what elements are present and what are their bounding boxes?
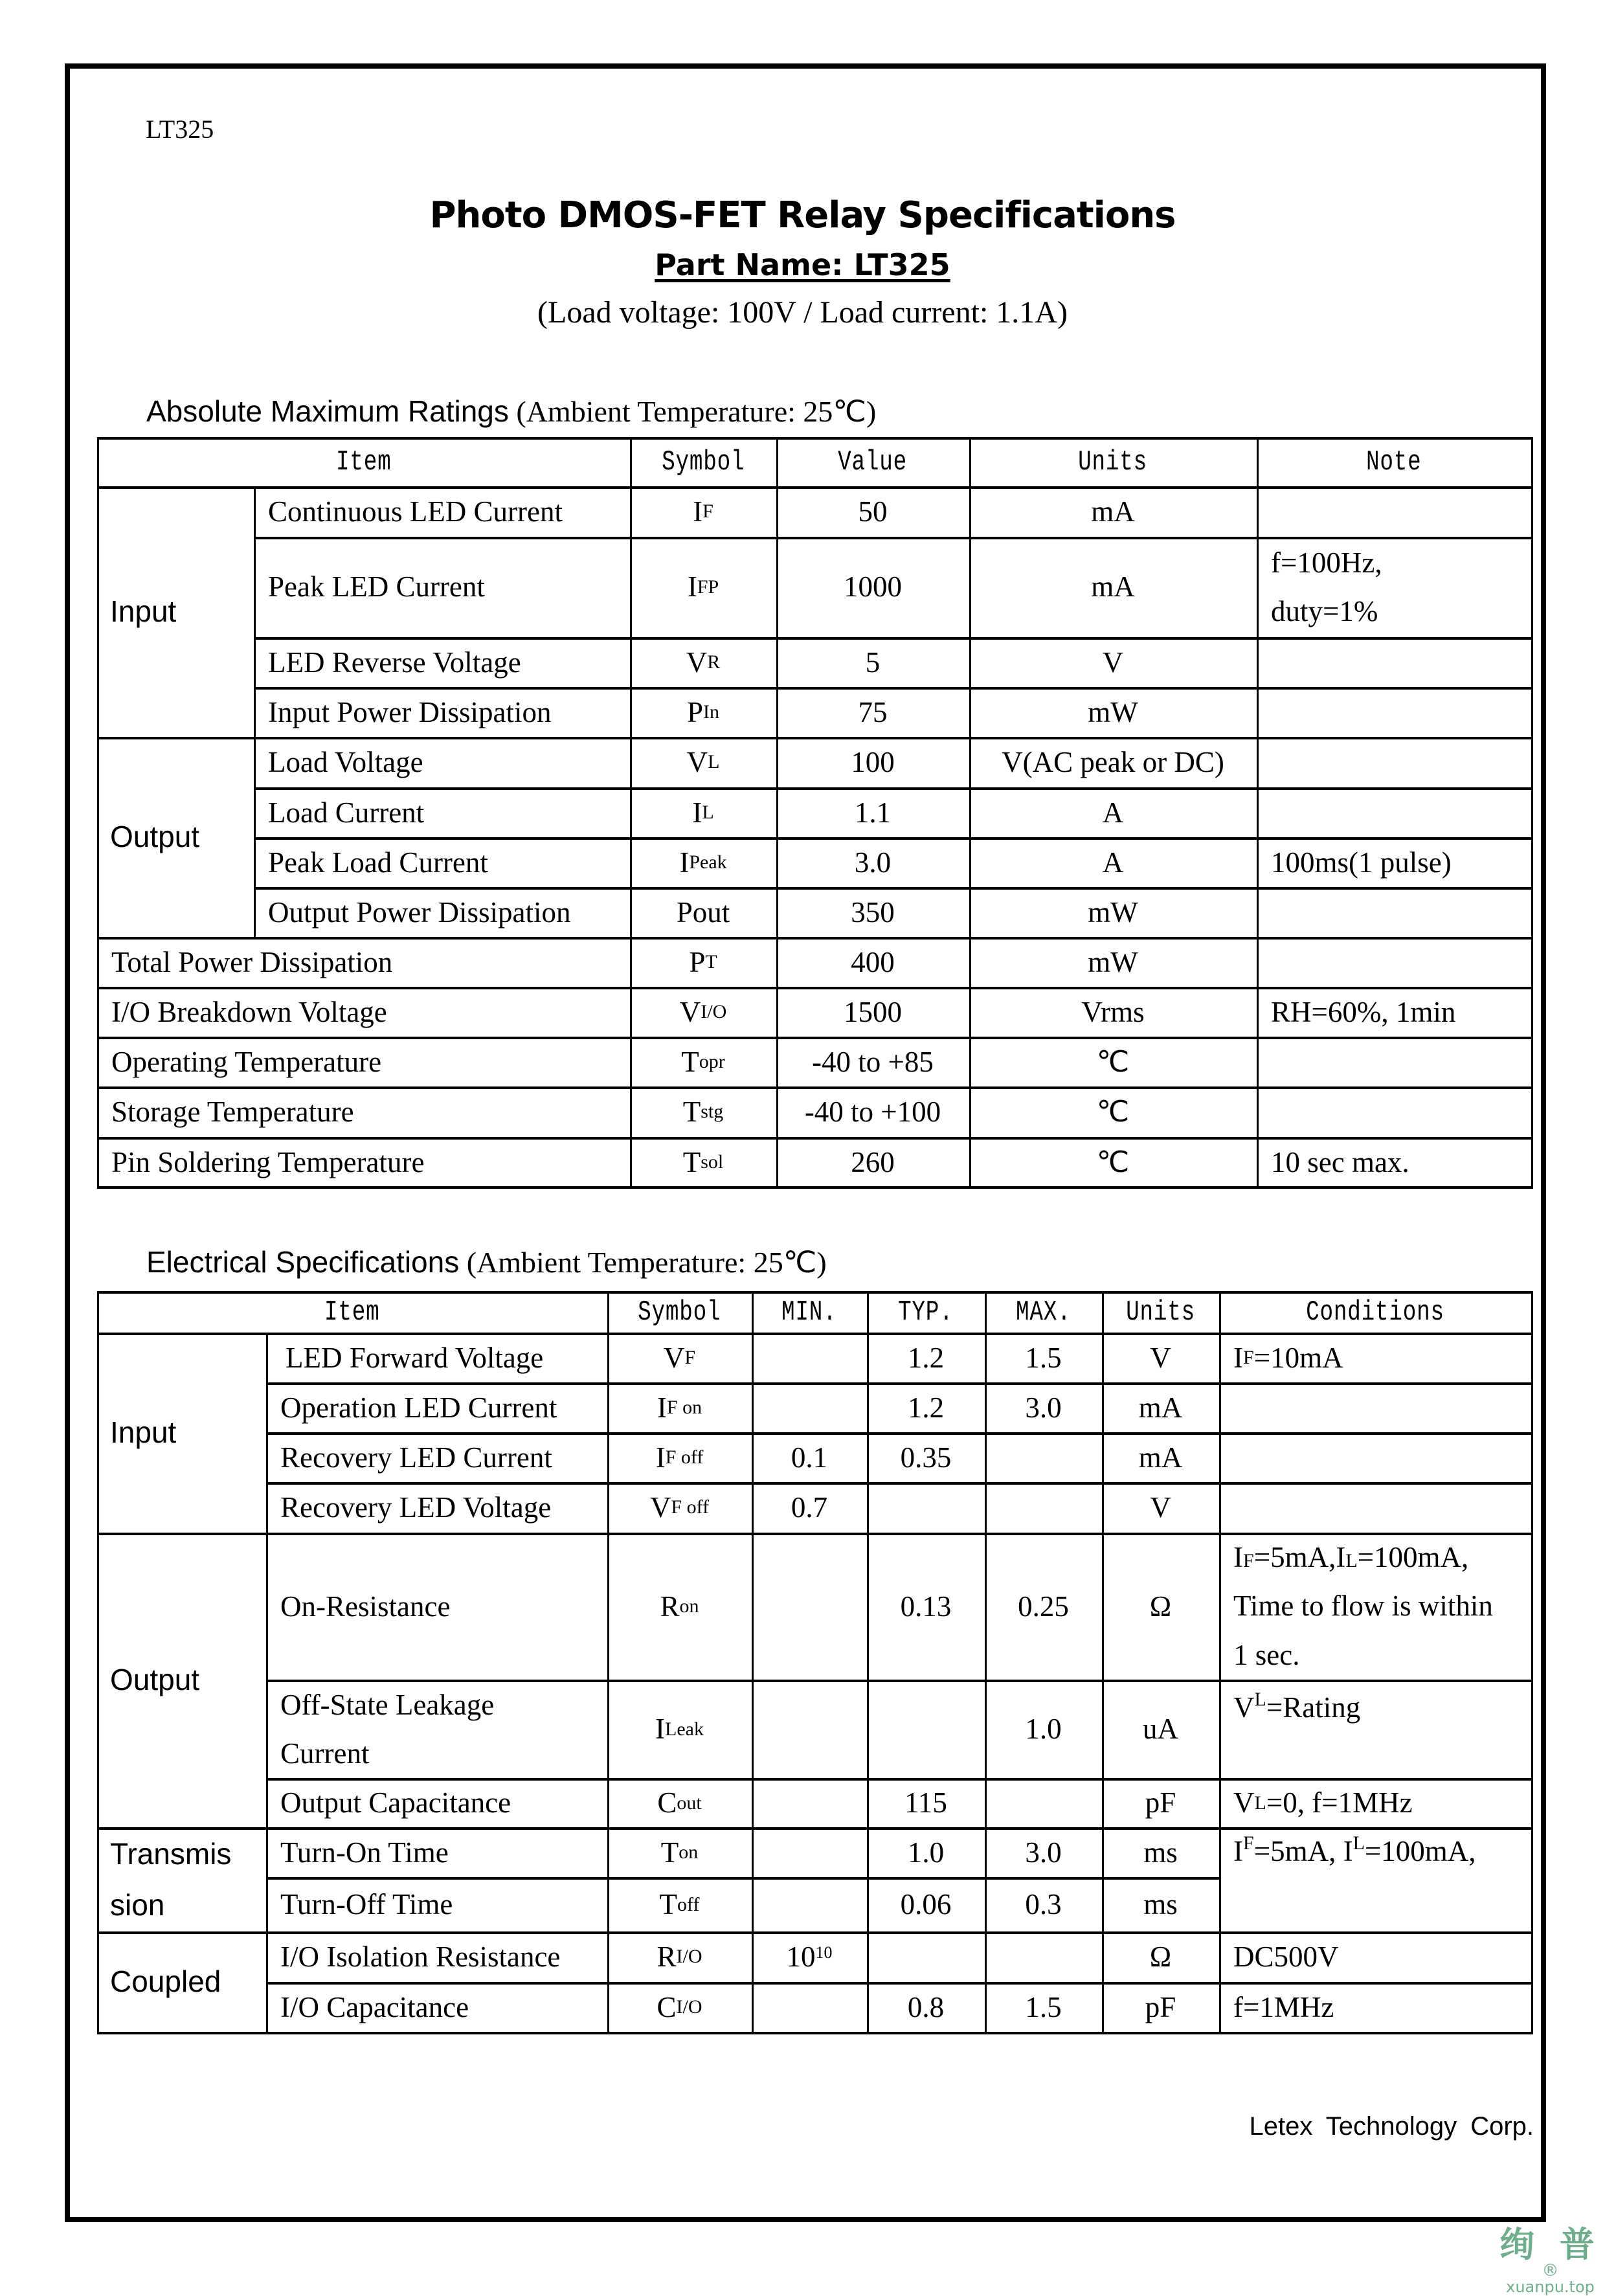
- symbol: P In: [686, 695, 720, 728]
- max: 3.0: [1025, 1391, 1062, 1424]
- units: A: [1102, 846, 1124, 879]
- watermark-logo: 绚 普® xuanpu.top: [1499, 2224, 1601, 2296]
- part-name: Part Name: LT325: [655, 247, 950, 282]
- table-row-item: Peak Load Current: [268, 846, 488, 879]
- units: Ω: [1149, 1590, 1172, 1623]
- typ: 1.2: [907, 1391, 945, 1424]
- typ: 115: [904, 1786, 947, 1819]
- units: ℃: [1096, 1045, 1130, 1078]
- col-header-note: Note: [1366, 445, 1422, 478]
- symbol: I L: [692, 796, 714, 829]
- units: mA: [1138, 1441, 1183, 1474]
- note: f=100Hz, duty=1%: [1271, 546, 1382, 627]
- units: pF: [1145, 1786, 1176, 1819]
- symbol: I F: [693, 495, 713, 528]
- symbol: V F: [663, 1341, 696, 1374]
- table-row-item: Output Power Dissipation: [268, 895, 571, 929]
- value: 50: [858, 495, 888, 528]
- max: 1.0: [1025, 1713, 1062, 1746]
- col-header-item: Item: [335, 445, 392, 478]
- symbol: P T: [689, 945, 717, 978]
- units: mA: [1138, 1391, 1183, 1424]
- max: 1.5: [1025, 1341, 1062, 1374]
- units: Ω: [1149, 1940, 1172, 1973]
- table-row-item: Storage Temperature: [111, 1095, 354, 1128]
- value: 1000: [844, 570, 902, 603]
- symbol: T off: [659, 1888, 700, 1921]
- value: 260: [851, 1145, 895, 1178]
- units: mW: [1088, 895, 1138, 929]
- units: V: [1150, 1341, 1171, 1374]
- col-header-symbol: Symbol: [638, 1296, 721, 1329]
- max: 1.5: [1025, 1990, 1062, 2023]
- units: pF: [1145, 1990, 1176, 2023]
- table-row-item: Input Power Dissipation: [268, 695, 552, 728]
- typ: 0.13: [900, 1590, 952, 1623]
- group-input: Input: [110, 1415, 177, 1450]
- units: uA: [1143, 1713, 1178, 1746]
- units: mA: [1091, 495, 1135, 528]
- symbol: I Peak: [679, 846, 727, 879]
- conditions: f=1MHz: [1233, 1990, 1334, 2023]
- conditions: V L =0, f=1MHz: [1233, 1786, 1413, 1819]
- symbol: T sol: [682, 1145, 724, 1178]
- table-row-item: Continuous LED Current: [268, 495, 563, 528]
- symbol: V F off: [649, 1491, 710, 1524]
- group-transmission: Transmis sion: [110, 1837, 232, 1922]
- value: 75: [858, 695, 888, 728]
- table-row-item: LED Forward Voltage: [286, 1341, 544, 1374]
- value: -40 to +85: [812, 1045, 934, 1078]
- table-row-item: Recovery LED Current: [280, 1441, 552, 1474]
- table-row-item: Total Power Dissipation: [111, 945, 393, 978]
- electrical-specs-heading: Electrical Specifications (Ambient Temperature: 25℃): [146, 1245, 827, 1279]
- table-row-item: Operation LED Current: [280, 1391, 557, 1424]
- table-row-item: On-Resistance: [280, 1590, 451, 1623]
- value: 400: [851, 945, 895, 978]
- value: 1.1: [854, 796, 892, 829]
- table-row-item: Pin Soldering Temperature: [111, 1145, 425, 1178]
- units: ℃: [1096, 1095, 1130, 1128]
- col-header-value: Value: [838, 445, 908, 478]
- typ: 0.35: [900, 1441, 952, 1474]
- group-output: Output: [110, 1663, 200, 1697]
- abs-max-heading: Absolute Maximum Ratings (Ambient Temperature: 25℃): [146, 394, 877, 428]
- conditions: DC500V: [1233, 1940, 1339, 1973]
- symbol: R I/O: [657, 1940, 702, 1973]
- col-header-min: MIN.: [781, 1296, 837, 1329]
- table-row-item: Load Current: [268, 796, 425, 829]
- note: RH=60%, 1min: [1271, 995, 1456, 1028]
- conditions: I $^F$ =5mA, I $^L$ =100mA,: [1233, 1832, 1476, 1867]
- typ: 0.8: [907, 1990, 945, 2023]
- min: 0.7: [791, 1491, 828, 1524]
- symbol: Pout: [676, 895, 730, 929]
- units: mW: [1088, 945, 1138, 978]
- table-row-item: Load Voltage: [268, 745, 423, 778]
- symbol: V R: [686, 646, 721, 679]
- symbol: I FP: [687, 570, 719, 603]
- document-subtitle: (Load voltage: 100V / Load current: 1.1A): [537, 295, 1068, 330]
- symbol: I F off: [655, 1441, 704, 1474]
- units: Vrms: [1081, 995, 1145, 1028]
- min: 0.1: [791, 1441, 828, 1474]
- units: ms: [1143, 1836, 1178, 1869]
- conditions: IF=5mA,IL=100mA, Time to flow is within 1 sec.: [1233, 1540, 1493, 1671]
- conditions: I F =10mA: [1233, 1341, 1343, 1374]
- table-row-item: Operating Temperature: [111, 1045, 382, 1078]
- units: V(AC peak or DC): [1002, 745, 1224, 778]
- units: ℃: [1096, 1145, 1130, 1178]
- value: 350: [851, 895, 895, 929]
- col-header-units: Units: [1078, 445, 1148, 478]
- table-row-item: Output Capacitance: [280, 1786, 511, 1819]
- units: A: [1102, 796, 1124, 829]
- table-row-item: LED Reverse Voltage: [268, 646, 521, 679]
- max: 0.25: [1018, 1590, 1069, 1623]
- col-header-typ: TYP.: [898, 1296, 954, 1329]
- units: V: [1102, 646, 1124, 679]
- table-row-item: Turn-On Time: [280, 1836, 449, 1869]
- symbol: I F on: [657, 1391, 702, 1424]
- table-row-item: Turn-Off Time: [280, 1888, 453, 1921]
- units: V: [1150, 1491, 1171, 1524]
- group-input: Input: [110, 594, 177, 629]
- units: mA: [1091, 570, 1135, 603]
- symbol: C I/O: [657, 1990, 702, 2023]
- note: 100ms(1 pulse): [1271, 846, 1452, 879]
- value: 5: [865, 646, 881, 679]
- col-header-max: MAX.: [1015, 1296, 1072, 1329]
- symbol: R on: [660, 1590, 699, 1623]
- symbol: V L: [686, 745, 720, 778]
- value: -40 to +100: [804, 1095, 941, 1128]
- table-row-item: Peak LED Current: [268, 570, 485, 603]
- document-title: Photo DMOS-FET Relay Specifications: [429, 194, 1176, 236]
- value: 1500: [844, 995, 902, 1028]
- max: 0.3: [1025, 1888, 1062, 1921]
- table-row-item: I/O Capacitance: [280, 1990, 469, 2023]
- symbol: T stg: [682, 1095, 724, 1128]
- table-row-item: Off-State Leakage Current: [280, 1689, 495, 1770]
- col-header-conditions: Conditions: [1306, 1296, 1444, 1329]
- max: 3.0: [1025, 1836, 1062, 1869]
- symbol: C out: [657, 1786, 702, 1819]
- units: mW: [1088, 695, 1138, 728]
- symbol: V I/O: [679, 995, 727, 1028]
- symbol: T on: [660, 1836, 699, 1869]
- symbol: T opr: [681, 1045, 725, 1078]
- typ: 0.06: [900, 1888, 952, 1921]
- min: 10 $^{10}$: [786, 1940, 833, 1973]
- group-coupled: Coupled: [110, 1964, 221, 1999]
- table-row-item: I/O Isolation Resistance: [280, 1940, 561, 1973]
- typ: 1.2: [907, 1341, 945, 1374]
- value: 100: [851, 745, 895, 778]
- company-footer: Letex Technology Corp.: [1249, 2112, 1534, 2141]
- table-row-item: Recovery LED Voltage: [280, 1491, 552, 1524]
- value: 3.0: [854, 846, 892, 879]
- col-header-symbol: Symbol: [661, 445, 745, 478]
- table-row-item: I/O Breakdown Voltage: [111, 995, 387, 1028]
- col-header-item: Item: [324, 1296, 380, 1329]
- note: 10 sec max.: [1271, 1145, 1409, 1178]
- conditions: V $^L$ =Rating: [1233, 1689, 1361, 1724]
- group-output: Output: [110, 820, 200, 854]
- document-code: LT325: [146, 115, 214, 144]
- typ: 1.0: [907, 1836, 945, 1869]
- units: ms: [1143, 1888, 1178, 1921]
- col-header-units: Units: [1126, 1296, 1195, 1329]
- symbol: I Leak: [655, 1713, 704, 1746]
